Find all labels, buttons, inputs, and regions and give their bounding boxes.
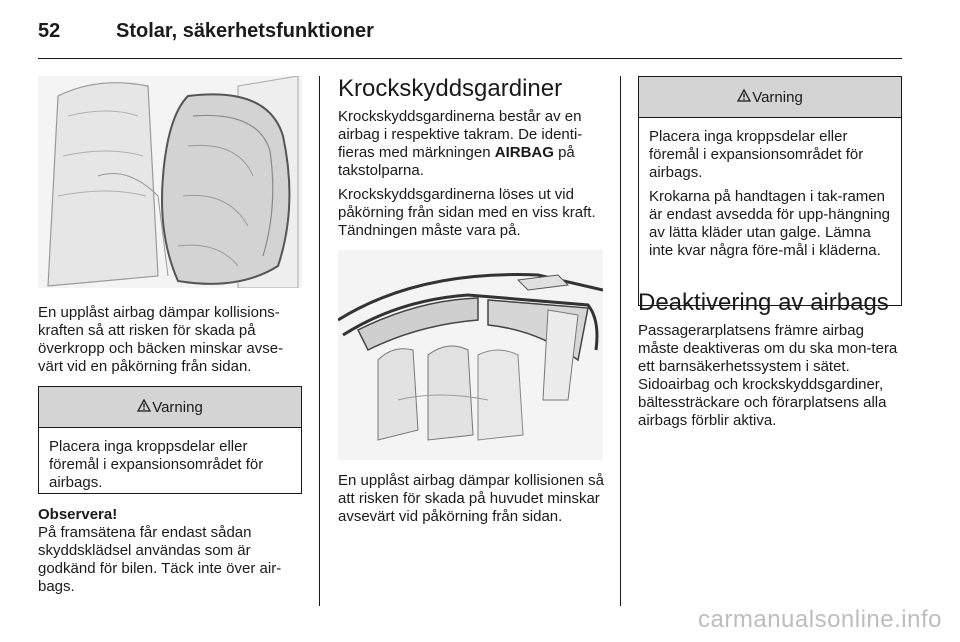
curtains-body: [338, 108, 606, 246]
curtain-airbag-drawing: [338, 250, 603, 460]
curtain-airbag-caption: En upplåst airbag dämpar kollisionen så att risken för skada på huvudet minskar avsevärt vid påkörning från sidan.: [338, 472, 604, 525]
curtains-para-1-start: Krockskyddsgardinerna består av en airbag i respektive takram. De identi-fieras med märkningen: [338, 108, 583, 161]
page-title: Stolar, säkerhetsfunktioner: [116, 20, 374, 42]
warning-text-right-1: Placera inga kroppsdelar eller föremål i expansionsområdet för airbags.: [649, 128, 864, 181]
warning-text-right-2: Krokarna på handtagen i tak-ramen är endast avsedda för upp-hängning av lätta kläder utan galge. Lämna inte kvar några före-mål i kläderna.: [649, 188, 891, 259]
warning-box-left: [38, 386, 302, 494]
note-text: På framsätena får endast sådan skyddsklädsel användas som är godkänd för bilen. Täck inte över air-bags.: [38, 524, 282, 595]
deactivation-para-2: Sidoairbag och krockskyddsgardiner, bältessträckare och förarplatsens alla airbags förblir aktiva.: [638, 376, 887, 429]
section-heading-curtains: Krockskyddsgardiner: [338, 75, 563, 102]
column-divider-left: [319, 76, 320, 606]
seat-airbag-illustration: [38, 76, 302, 288]
header-rule: [38, 58, 902, 59]
curtain-airbag-illustration: [338, 250, 603, 460]
warning-box-right: [638, 76, 902, 306]
column-divider-right: [620, 76, 621, 606]
curtains-para-1-end: på takstolparna.: [338, 144, 575, 179]
note-title: Observera!: [38, 506, 118, 523]
airbag-marking: AIRBAG: [494, 144, 554, 161]
warning-text: Placera inga kroppsdelar eller föremål i expansionsområdet för airbags.: [49, 438, 264, 491]
page-number: 52: [38, 20, 61, 42]
section-heading-deactivation: Deaktivering av airbags: [638, 289, 889, 316]
warning-header: [39, 387, 301, 428]
deactivation-para-1: Passagerarplatsens främre airbag måste deaktiveras om du ska mon-tera ett barnsäkerhetssystem i sätet.: [638, 322, 898, 375]
deactivation-body: [638, 322, 902, 430]
warning-triangle-icon: [137, 399, 151, 416]
curtains-para-2: Krockskyddsgardinerna löses ut vid påkörning från sidan med en viss kraft. Tändningen måste vara på.: [338, 186, 596, 239]
seat-airbag-caption: En upplåst airbag dämpar kollisions-kraften så att risken för skada på överkropp och bäcken minskar avse-värt vid en påkörning från sidan.: [38, 304, 284, 375]
warning-triangle-icon: [737, 89, 751, 106]
watermark-footer[interactable]: carmanualsonline.info: [698, 606, 942, 633]
note-block: [38, 506, 304, 596]
warning-title: Varning: [152, 398, 203, 416]
curtains-para-1: [338, 108, 606, 180]
seat-airbag-drawing: [38, 76, 302, 288]
warning-title-right: Varning: [752, 88, 803, 106]
warning-header-right: [639, 77, 901, 118]
